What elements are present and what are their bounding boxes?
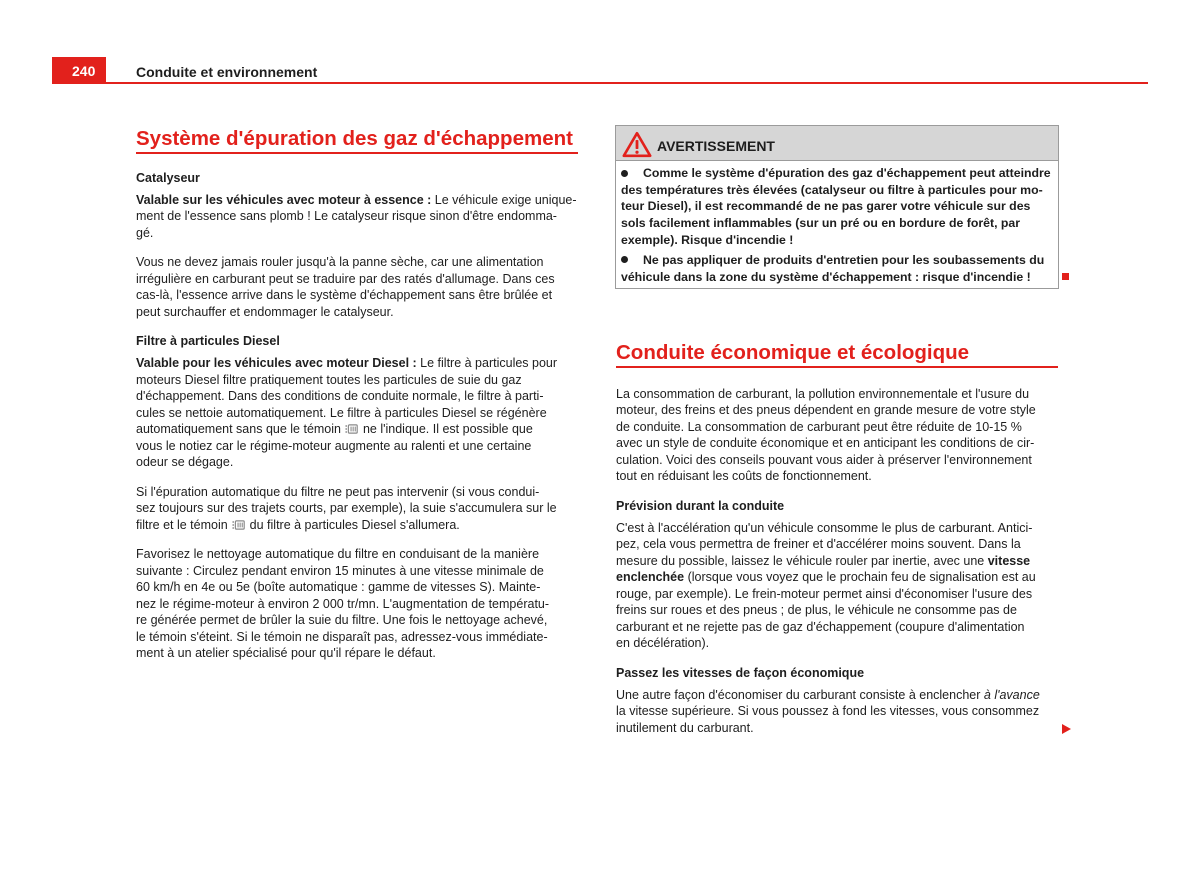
text-run: Le véhicule exige unique-	[431, 192, 577, 207]
text-line	[136, 254, 578, 271]
text-line	[136, 645, 578, 662]
line-content	[136, 517, 460, 534]
text-run: inutilement du carburant.	[616, 720, 754, 735]
page-number-badge	[52, 57, 106, 84]
text-line	[621, 165, 1053, 182]
text-line	[136, 388, 578, 405]
paragraph	[616, 687, 1058, 737]
text-run: la vitesse supérieure. Si vous poussez à fond les vitesses, vous consommez	[616, 704, 1040, 718]
text-run: 60 km/h en 4e ou 5e (boîte automatique : gamme de vitesses S). Mainte-	[136, 580, 541, 594]
text-run: peut surchauffer et endommager le catalyseur.	[136, 304, 394, 319]
text-run: sez toujours sur des trajets courts, par exemple), la suie s'accumulera sur le	[136, 501, 557, 515]
line-content	[136, 192, 577, 209]
text-line	[616, 452, 1058, 469]
warning-body	[616, 161, 1058, 285]
text-run: ment à un atelier spécialisé pour qu'il répare le défaut.	[136, 646, 436, 660]
line-content	[621, 198, 1030, 215]
text-line	[621, 198, 1053, 215]
paragraph	[136, 192, 578, 242]
text-line	[616, 553, 1058, 570]
line-content	[616, 586, 1032, 603]
line-content	[616, 569, 1036, 586]
warning-item	[621, 252, 1053, 285]
text-line	[616, 520, 1058, 537]
text-run: filtre et le témoin	[136, 517, 232, 532]
text-run: Une autre façon d'économiser du carburant consiste à enclencher	[616, 687, 984, 702]
text-run: carburant et ne rejette pas de gaz d'échappement (coupure d'alimentation	[616, 619, 1025, 634]
text-run: irrégulière en carburant peut se traduire par des ratés d'allumage. Dans ces	[136, 271, 555, 286]
line-content	[621, 232, 793, 249]
line-content	[136, 629, 548, 646]
text-run: suivante : Circulez pendant environ 15 minutes à une vitesse minimale de	[136, 563, 544, 578]
line-content	[621, 269, 1031, 286]
text-line	[616, 703, 1058, 720]
line-content	[136, 304, 394, 321]
line-content	[616, 635, 709, 652]
text-run: mesure du possible, laissez le véhicule rouler par inertie, avec une	[616, 553, 988, 568]
section-heading-eco-driving: Conduite économique et écologique	[616, 339, 1058, 368]
text-run: Comme le système d'épuration des gaz d'échappement peut atteindre	[643, 166, 1051, 180]
text-run: odeur se dégage.	[136, 455, 234, 469]
line-content	[616, 520, 1032, 537]
line-content	[616, 468, 872, 485]
text-line	[136, 579, 578, 596]
text-run: d'échappement. Dans des conditions de conduite normale, le filtre à parti-	[136, 389, 544, 403]
text-run: de conduite. La consommation de carburant peut être réduite de 10-15 %	[616, 419, 1022, 434]
line-content	[136, 454, 233, 471]
paragraph	[616, 520, 1058, 652]
line-content	[616, 687, 1040, 704]
line-content	[621, 165, 1051, 182]
text-line	[136, 563, 578, 580]
text-line	[136, 192, 578, 209]
line-content	[136, 271, 555, 288]
text-line	[136, 271, 578, 288]
paragraph	[136, 546, 578, 662]
bullet-marker	[621, 168, 643, 178]
continued-arrow-icon	[1062, 724, 1071, 734]
line-content	[616, 720, 754, 737]
text-line	[616, 619, 1058, 636]
text-run: (lorsque vous voyez que le prochain feu de signalisation est au	[684, 570, 1036, 584]
line-content	[136, 372, 522, 389]
paragraph	[136, 254, 578, 320]
text-run: ment de l'essence sans plomb ! Le catalyseur risque sinon d'être endomma-	[136, 209, 557, 223]
text-line	[616, 586, 1058, 603]
text-run: tout en réduisant les coûts de fonctionnement.	[616, 469, 872, 483]
bold-text: enclenchée	[616, 570, 685, 584]
warning-item	[621, 165, 1053, 248]
text-line	[616, 435, 1058, 452]
line-content	[136, 579, 540, 596]
text-line	[621, 252, 1053, 269]
text-line	[136, 421, 578, 438]
text-line	[136, 546, 578, 563]
text-line	[136, 438, 578, 455]
warning-title: AVERTISSEMENT	[657, 138, 775, 154]
text-run: gé.	[136, 225, 154, 240]
line-content	[136, 546, 539, 563]
text-run: cas-là, l'essence arrive dans le système d'échappement sans être brûlée et	[136, 288, 553, 302]
text-run: cules se nettoie automatiquement. Le filtre à particules Diesel se régénère	[136, 405, 547, 420]
text-line	[136, 372, 578, 389]
text-line	[621, 269, 1053, 286]
dpf-warning-light-icon	[345, 424, 358, 434]
text-run: C'est à l'accélération qu'un véhicule consomme le plus de carburant. Antici-	[616, 520, 1033, 535]
line-content	[136, 254, 544, 271]
section-heading-exhaust-cleaning: Système d'épuration des gaz d'échappement	[136, 125, 578, 154]
text-line	[616, 386, 1058, 403]
text-run: Vous ne devez jamais rouler jusqu'à la panne sèche, car une alimentation	[136, 255, 544, 269]
left-column	[136, 170, 578, 662]
text-run: automatiquement sans que le témoin	[136, 422, 345, 436]
text-run: Ne pas appliquer de produits d'entretien pour les soubassements du	[643, 252, 1045, 267]
text-line	[136, 484, 578, 501]
text-run: en décélération).	[616, 636, 710, 650]
dpf-warning-light-icon	[232, 520, 245, 530]
text-line	[136, 454, 578, 471]
header-rule	[52, 82, 1148, 84]
bullet-marker	[621, 255, 643, 265]
line-content	[136, 208, 557, 225]
text-line	[136, 405, 578, 422]
line-content	[621, 182, 1043, 199]
text-run: du filtre à particules Diesel s'allumera.	[246, 517, 460, 532]
subheading-catalyst: Catalyseur	[136, 170, 200, 185]
subheading-anticipation: Prévision durant la conduite	[616, 498, 785, 513]
warning-triangle-icon	[622, 131, 652, 158]
line-content	[136, 438, 531, 455]
subheading-gear-shifting: Passez les vitesses de façon économique	[616, 665, 865, 680]
line-content	[136, 500, 557, 517]
bold-text: vitesse	[987, 553, 1031, 568]
text-line	[136, 517, 578, 534]
line-content	[136, 563, 544, 580]
text-run: véhicule dans la zone du système d'échappement : risque d'incendie !	[621, 269, 1031, 284]
warning-header	[616, 126, 1058, 161]
text-line	[136, 304, 578, 321]
line-content	[136, 596, 549, 613]
text-line	[616, 720, 1058, 737]
text-line	[616, 419, 1058, 436]
text-run: avec un style de conduite économique et en anticipant les conditions de cir-	[616, 436, 1035, 450]
text-line	[621, 182, 1053, 199]
text-line	[136, 355, 578, 372]
text-line	[136, 287, 578, 304]
text-run: Si l'épuration automatique du filtre ne peut pas intervenir (si vous condui-	[136, 484, 540, 499]
text-run: nez le régime-moteur à environ 2 000 tr/mn. L'augmentation de températu-	[136, 596, 550, 611]
text-run: rouge, par exemple). Le frein-moteur permet ainsi d'économiser l'usure des	[616, 586, 1033, 601]
bold-text: Valable pour les véhicules avec moteur Diesel :	[136, 356, 417, 370]
line-content	[621, 215, 1020, 232]
line-content	[616, 419, 1022, 436]
text-run: re générée permet de brûler la suie du filtre. Une fois le nettoyage achevé,	[136, 613, 548, 627]
text-line	[616, 468, 1058, 485]
paragraph	[136, 355, 578, 471]
text-run: pez, cela vous permettra de freiner et d'accélérer moins souvent. Dans la	[616, 537, 1021, 551]
text-run: vous le notiez car le régime-moteur augmente au ralenti et une certaine	[136, 438, 532, 453]
text-line	[616, 402, 1058, 419]
line-content	[136, 484, 539, 501]
line-content	[616, 402, 1036, 419]
text-line	[616, 635, 1058, 652]
text-run: Favorisez le nettoyage automatique du filtre en conduisant de la manière	[136, 547, 540, 561]
text-line	[616, 536, 1058, 553]
bold-text: Valable sur les véhicules avec moteur à essence :	[136, 192, 432, 207]
line-content	[616, 536, 1021, 553]
page-number: 240	[72, 63, 96, 79]
text-run: moteur, des freins et des pneus dépendent en grande mesure de votre style	[616, 403, 1036, 417]
right-column	[616, 386, 1058, 737]
text-line	[136, 225, 578, 242]
text-line	[616, 602, 1058, 619]
text-run: moteurs Diesel filtre pratiquement toutes les particules de suie du gaz	[136, 372, 522, 387]
line-content	[136, 405, 547, 422]
text-line	[136, 596, 578, 613]
italic-text: à l'avance	[983, 687, 1040, 702]
line-content	[616, 602, 1017, 619]
text-run: Le filtre à particules pour	[416, 356, 558, 370]
warning-box	[615, 125, 1059, 289]
line-content	[136, 287, 552, 304]
text-line	[136, 612, 578, 629]
text-line	[136, 208, 578, 225]
text-run: culation. Voici des conseils pouvant vous aider à préserver l'environnement	[616, 452, 1032, 467]
text-line	[616, 569, 1058, 586]
line-content	[136, 421, 533, 438]
line-content	[616, 452, 1032, 469]
text-line	[621, 232, 1053, 249]
text-run: sols facilement inflammables (sur un pré ou en bordure de forêt, par	[621, 216, 1021, 231]
end-of-section-marker	[1062, 273, 1069, 280]
text-line	[616, 687, 1058, 704]
text-run: ne l'indique. Il est possible que	[359, 422, 533, 436]
text-run: teur Diesel), il est recommandé de ne pas garer votre véhicule sur des	[621, 199, 1031, 214]
line-content	[616, 435, 1034, 452]
line-content	[136, 645, 436, 662]
subheading-diesel-particulate-filter: Filtre à particules Diesel	[136, 334, 280, 348]
line-content	[616, 553, 1030, 570]
text-run: exemple). Risque d'incendie !	[621, 232, 794, 247]
text-line	[621, 215, 1053, 232]
line-content	[136, 612, 547, 629]
text-run: des températures très élevées (catalyseur ou filtre à particules pour mo-	[621, 182, 1043, 197]
text-line	[136, 629, 578, 646]
line-content	[616, 703, 1039, 720]
text-run: freins sur roues et des pneus ; de plus, le véhicule ne consomme pas de	[616, 603, 1017, 617]
text-run: le témoin s'éteint. Si le témoin ne disparaît pas, adressez-vous immédiate-	[136, 629, 548, 644]
line-content	[136, 388, 543, 405]
line-content	[621, 252, 1044, 269]
text-run: La consommation de carburant, la pollution environnementale et l'usure du	[616, 386, 1030, 401]
line-content	[136, 355, 557, 372]
line-content	[616, 619, 1025, 636]
paragraph	[136, 484, 578, 534]
running-title: Conduite et environnement	[136, 64, 318, 80]
text-line	[136, 500, 578, 517]
line-content	[616, 386, 1029, 403]
line-content	[136, 225, 153, 242]
paragraph-intro	[616, 386, 1058, 485]
